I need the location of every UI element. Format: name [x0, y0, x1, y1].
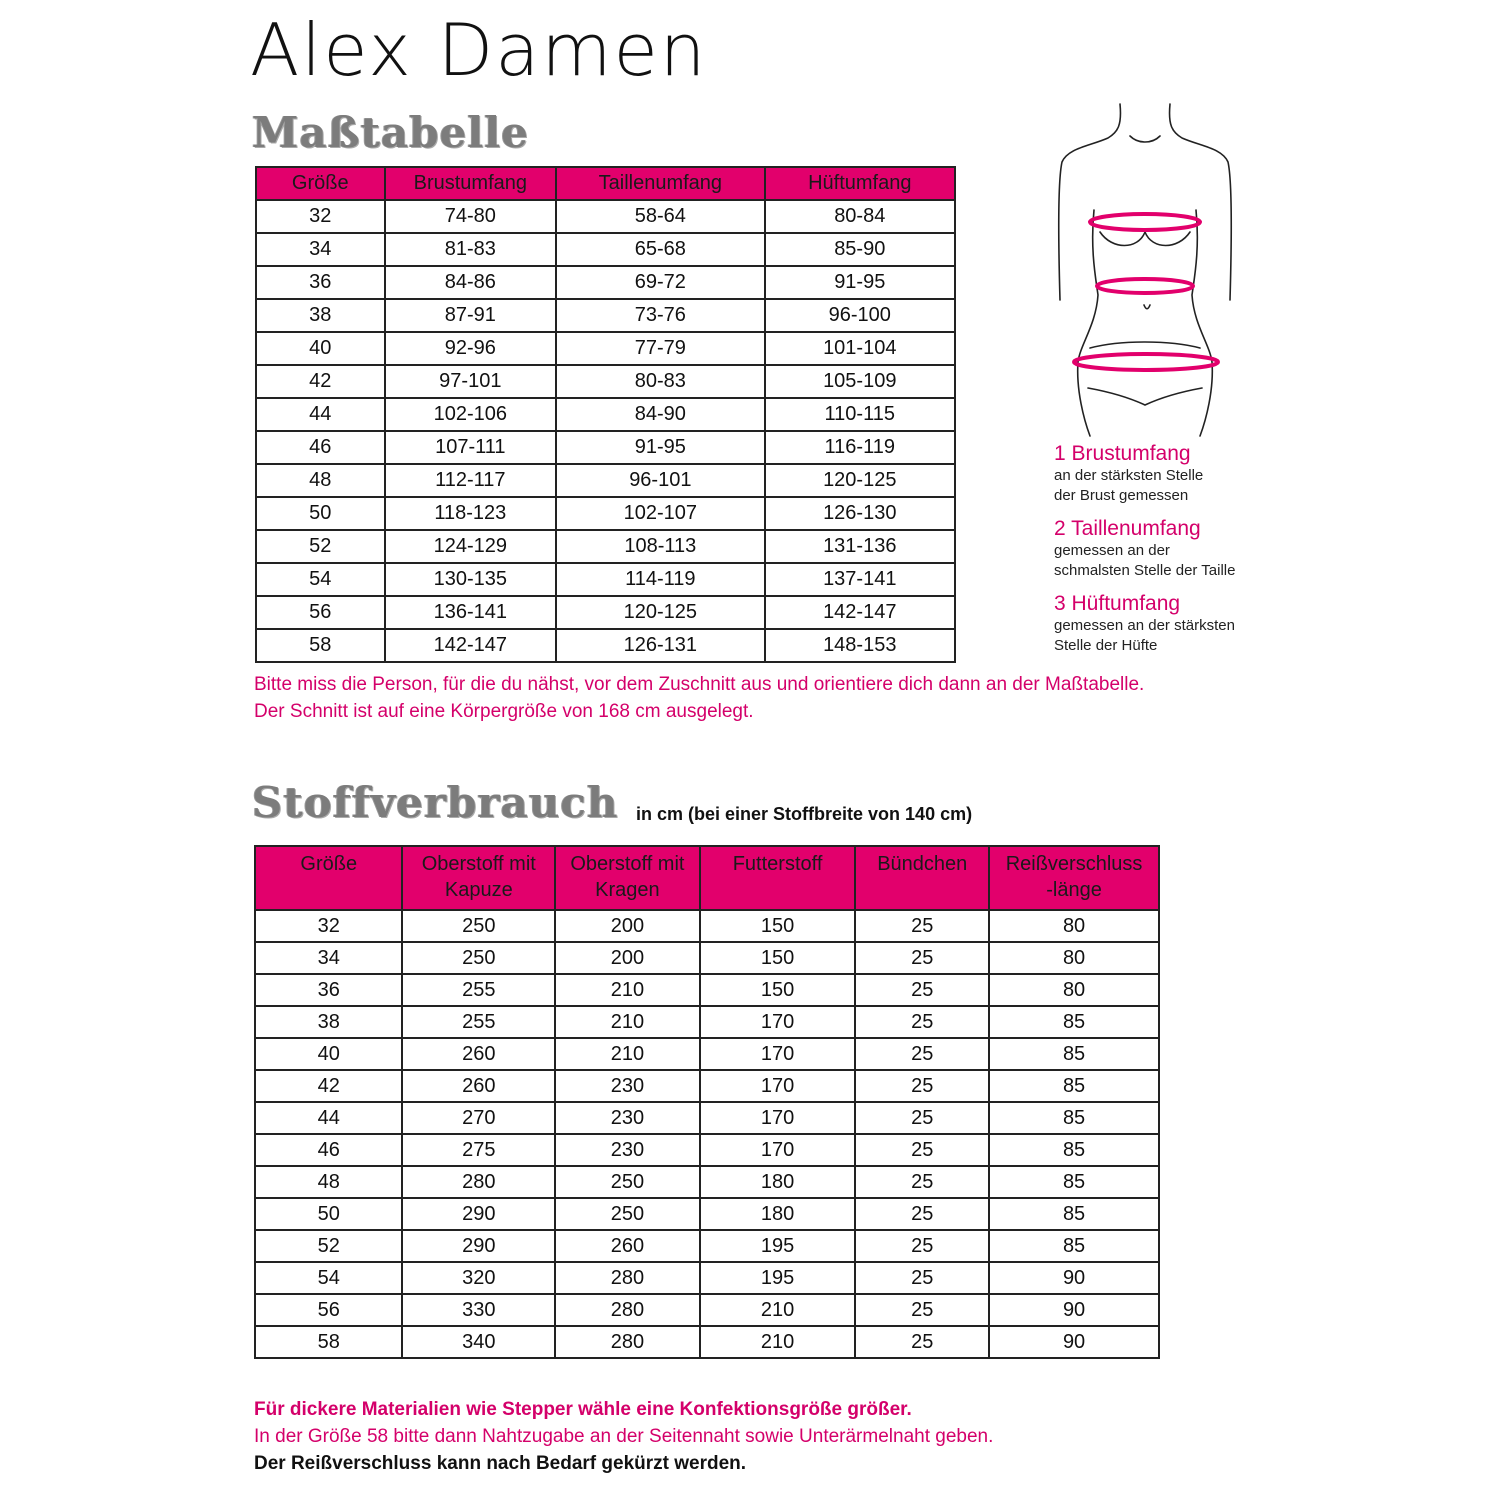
measure-note	[254, 671, 1144, 725]
table-row	[255, 1102, 1159, 1134]
table-cell: 25	[855, 1262, 989, 1294]
table-cell: 180	[700, 1198, 856, 1230]
table-cell: 110-115	[765, 398, 955, 431]
table-cell: 290	[402, 1230, 555, 1262]
table-cell: 84-86	[385, 266, 557, 299]
table-row	[255, 1006, 1159, 1038]
table-cell: 32	[256, 200, 385, 233]
table-cell: 85	[989, 1134, 1159, 1166]
table-cell: 90	[989, 1294, 1159, 1326]
left-torso-outline	[1078, 210, 1098, 436]
table-row	[256, 530, 955, 563]
fabric-col-header-line: Bündchen	[877, 853, 968, 875]
table-row	[256, 299, 955, 332]
table-cell: 38	[255, 1006, 402, 1038]
table-cell: 250	[402, 942, 555, 974]
legend-waist	[1054, 517, 1235, 581]
table-cell: 320	[402, 1262, 555, 1294]
fabric-col-header	[855, 846, 989, 910]
table-cell: 25	[855, 1102, 989, 1134]
table-cell: 56	[256, 596, 385, 629]
table-cell: 200	[555, 942, 700, 974]
table-cell: 25	[855, 1038, 989, 1070]
fabric-table	[254, 845, 1160, 1359]
table-cell: 96-100	[765, 299, 955, 332]
table-cell: 48	[256, 464, 385, 497]
mass-table-header-row	[256, 167, 955, 200]
table-cell: 50	[256, 497, 385, 530]
table-cell: 25	[855, 1198, 989, 1230]
table-cell: 280	[555, 1294, 700, 1326]
table-cell: 25	[855, 1326, 989, 1358]
table-cell: 250	[402, 910, 555, 942]
table-cell: 25	[855, 910, 989, 942]
table-cell: 50	[255, 1198, 402, 1230]
fabric-col-header-line: Oberstoff mit	[570, 853, 685, 875]
measure-note-line1: Bitte miss die Person, für die du nähst, vor dem Zuschnitt aus und orientiere dich dann an der Maßtabelle.	[254, 674, 1145, 695]
table-cell: 130-135	[385, 563, 557, 596]
table-cell: 170	[700, 1102, 856, 1134]
legend-waist-desc-2: schmalsten Stelle der Taille	[1054, 562, 1236, 579]
table-cell: 34	[256, 233, 385, 266]
table-cell: 195	[700, 1230, 856, 1262]
table-cell: 230	[555, 1102, 700, 1134]
table-cell: 150	[700, 974, 856, 1006]
table-cell: 25	[855, 1070, 989, 1102]
footer-note-2: In der Größe 58 bitte dann Nahtzugabe an der Seitennaht sowie Unterärmelnaht geben.	[254, 1426, 994, 1447]
table-cell: 69-72	[556, 266, 764, 299]
table-cell: 120-125	[765, 464, 955, 497]
table-cell: 150	[700, 910, 856, 942]
table-cell: 170	[700, 1038, 856, 1070]
table-cell: 44	[255, 1102, 402, 1134]
table-row	[256, 563, 955, 596]
table-row	[255, 942, 1159, 974]
table-cell: 52	[255, 1230, 402, 1262]
legend-waist-desc-1: gemessen an der	[1054, 542, 1170, 559]
table-cell: 84-90	[556, 398, 764, 431]
table-cell: 56	[255, 1294, 402, 1326]
fabric-table-header-row	[255, 846, 1159, 910]
measure-note-line2: Der Schnitt ist auf eine Körpergröße von 168 cm ausgelegt.	[254, 701, 754, 722]
table-cell: 142-147	[385, 629, 557, 662]
table-row	[255, 910, 1159, 942]
table-cell: 77-79	[556, 332, 764, 365]
table-cell: 260	[402, 1070, 555, 1102]
fabric-table-heading: Stoffverbrauch	[252, 778, 619, 827]
table-cell: 255	[402, 974, 555, 1006]
table-cell: 46	[255, 1134, 402, 1166]
table-cell: 131-136	[765, 530, 955, 563]
table-cell: 142-147	[765, 596, 955, 629]
table-cell: 136-141	[385, 596, 557, 629]
table-cell: 96-101	[556, 464, 764, 497]
table-cell: 210	[555, 1038, 700, 1070]
table-cell: 42	[255, 1070, 402, 1102]
fabric-col-header	[255, 846, 402, 910]
fabric-col-header	[700, 846, 856, 910]
table-row	[255, 1262, 1159, 1294]
right-shoulder-outline	[1170, 104, 1232, 300]
table-cell: 42	[256, 365, 385, 398]
table-cell: 116-119	[765, 431, 955, 464]
table-row	[255, 1294, 1159, 1326]
table-row	[255, 1326, 1159, 1358]
fabric-col-header-line: Größe	[300, 853, 358, 875]
table-cell: 102-106	[385, 398, 557, 431]
table-cell: 25	[855, 1006, 989, 1038]
mass-col-header: Hüftumfang	[765, 167, 955, 200]
table-cell: 85	[989, 1230, 1159, 1262]
fabric-col-header-line: Futterstoff	[732, 853, 823, 875]
table-cell: 107-111	[385, 431, 557, 464]
table-row	[255, 1198, 1159, 1230]
page-title: Alex Damen	[250, 8, 708, 92]
table-row	[256, 596, 955, 629]
table-cell: 58	[256, 629, 385, 662]
table-cell: 150	[700, 942, 856, 974]
table-cell: 101-104	[765, 332, 955, 365]
table-cell: 114-119	[556, 563, 764, 596]
mass-table	[255, 166, 956, 663]
table-cell: 280	[402, 1166, 555, 1198]
table-cell: 54	[256, 563, 385, 596]
table-cell: 38	[256, 299, 385, 332]
fabric-col-header-line: -länge	[1046, 879, 1102, 901]
table-cell: 124-129	[385, 530, 557, 563]
table-cell: 170	[700, 1070, 856, 1102]
table-row	[256, 365, 955, 398]
table-cell: 120-125	[556, 596, 764, 629]
fabric-col-header-line: Oberstoff mit	[421, 853, 536, 875]
table-cell: 52	[256, 530, 385, 563]
table-cell: 36	[255, 974, 402, 1006]
table-cell: 25	[855, 1230, 989, 1262]
table-cell: 210	[555, 1006, 700, 1038]
table-cell: 210	[555, 974, 700, 1006]
table-cell: 112-117	[385, 464, 557, 497]
table-cell: 85	[989, 1102, 1159, 1134]
table-row	[255, 1038, 1159, 1070]
table-cell: 97-101	[385, 365, 557, 398]
table-cell: 108-113	[556, 530, 764, 563]
table-row	[256, 464, 955, 497]
table-cell: 32	[255, 910, 402, 942]
table-cell: 80-84	[765, 200, 955, 233]
table-cell: 25	[855, 1134, 989, 1166]
table-cell: 290	[402, 1198, 555, 1230]
table-cell: 58	[255, 1326, 402, 1358]
table-cell: 91-95	[556, 431, 764, 464]
table-row	[256, 629, 955, 662]
bust-measure-band	[1090, 214, 1200, 230]
fabric-table-subnote: in cm (bei einer Stoffbreite von 140 cm)	[636, 804, 973, 824]
bust-line	[1100, 232, 1190, 246]
table-row	[256, 497, 955, 530]
table-cell: 85-90	[765, 233, 955, 266]
table-cell: 126-130	[765, 497, 955, 530]
collarbone-line	[1130, 136, 1160, 142]
table-cell: 210	[700, 1294, 856, 1326]
table-cell: 44	[256, 398, 385, 431]
table-cell: 118-123	[385, 497, 557, 530]
table-cell: 25	[855, 1166, 989, 1198]
fabric-col-header-line: Kapuze	[444, 879, 513, 901]
table-cell: 80	[989, 974, 1159, 1006]
table-cell: 148-153	[765, 629, 955, 662]
table-cell: 92-96	[385, 332, 557, 365]
table-cell: 25	[855, 1294, 989, 1326]
brief-line	[1088, 388, 1202, 405]
legend-bust-heading: 1 Brustumfang	[1054, 442, 1191, 465]
table-cell: 270	[402, 1102, 555, 1134]
table-cell: 250	[555, 1198, 700, 1230]
fabric-col-header	[402, 846, 555, 910]
mass-col-header: Brustumfang	[385, 167, 557, 200]
mass-table-heading: Maßtabelle	[252, 108, 529, 157]
table-row	[256, 233, 955, 266]
table-cell: 280	[555, 1262, 700, 1294]
table-cell: 46	[256, 431, 385, 464]
table-cell: 40	[255, 1038, 402, 1070]
table-cell: 74-80	[385, 200, 557, 233]
footer-note-1: Für dickere Materialien wie Stepper wähle eine Konfektionsgröße größer.	[254, 1399, 912, 1420]
table-row	[255, 1134, 1159, 1166]
fabric-col-header-line: Reißverschluss	[1005, 853, 1143, 875]
body-measurement-illustration	[1050, 100, 1240, 440]
mass-col-header: Größe	[256, 167, 385, 200]
legend-bust-desc-1: an der stärksten Stelle	[1054, 467, 1204, 484]
right-torso-outline	[1192, 210, 1212, 436]
navel	[1144, 305, 1150, 309]
legend-waist-heading: 2 Taillenumfang	[1054, 517, 1201, 540]
fabric-col-header-line: Kragen	[595, 879, 660, 901]
table-cell: 80	[989, 910, 1159, 942]
table-cell: 25	[855, 942, 989, 974]
table-cell: 48	[255, 1166, 402, 1198]
table-cell: 58-64	[556, 200, 764, 233]
hip-measure-band	[1074, 354, 1218, 370]
table-cell: 54	[255, 1262, 402, 1294]
footer-note-3: Der Reißverschluss kann nach Bedarf gekürzt werden.	[254, 1453, 747, 1474]
table-cell: 105-109	[765, 365, 955, 398]
table-cell: 230	[555, 1070, 700, 1102]
table-cell: 85	[989, 1006, 1159, 1038]
table-cell: 170	[700, 1134, 856, 1166]
table-row	[255, 974, 1159, 1006]
table-cell: 90	[989, 1262, 1159, 1294]
table-cell: 210	[700, 1326, 856, 1358]
table-cell: 137-141	[765, 563, 955, 596]
table-cell: 73-76	[556, 299, 764, 332]
waist-measure-band	[1097, 279, 1193, 293]
table-cell: 65-68	[556, 233, 764, 266]
table-cell: 80	[989, 942, 1159, 974]
fabric-col-header	[555, 846, 700, 910]
table-cell: 25	[855, 974, 989, 1006]
table-cell: 195	[700, 1262, 856, 1294]
hip-line	[1090, 342, 1200, 348]
legend-hip-heading: 3 Hüftumfang	[1054, 592, 1181, 615]
table-row	[256, 266, 955, 299]
table-cell: 255	[402, 1006, 555, 1038]
table-cell: 275	[402, 1134, 555, 1166]
table-cell: 180	[700, 1166, 856, 1198]
table-cell: 170	[700, 1006, 856, 1038]
legend-hip-desc-1: gemessen an der stärksten	[1054, 617, 1235, 634]
table-cell: 200	[555, 910, 700, 942]
table-row	[256, 431, 955, 464]
mass-col-header: Taillenumfang	[556, 167, 764, 200]
table-cell: 81-83	[385, 233, 557, 266]
table-cell: 230	[555, 1134, 700, 1166]
table-cell: 85	[989, 1038, 1159, 1070]
table-row	[256, 398, 955, 431]
table-row	[255, 1230, 1159, 1262]
table-cell: 36	[256, 266, 385, 299]
legend-hip-desc-2: Stelle der Hüfte	[1054, 637, 1158, 654]
table-cell: 87-91	[385, 299, 557, 332]
table-cell: 126-131	[556, 629, 764, 662]
table-cell: 250	[555, 1166, 700, 1198]
table-cell: 85	[989, 1070, 1159, 1102]
table-cell: 90	[989, 1326, 1159, 1358]
table-cell: 40	[256, 332, 385, 365]
fabric-col-header	[989, 846, 1159, 910]
table-cell: 280	[555, 1326, 700, 1358]
table-row	[256, 332, 955, 365]
table-cell: 340	[402, 1326, 555, 1358]
table-cell: 260	[555, 1230, 700, 1262]
table-cell: 34	[255, 942, 402, 974]
table-cell: 85	[989, 1166, 1159, 1198]
table-cell: 91-95	[765, 266, 955, 299]
table-row	[256, 200, 955, 233]
legend-bust	[1054, 442, 1203, 506]
table-cell: 85	[989, 1198, 1159, 1230]
table-row	[255, 1070, 1159, 1102]
table-cell: 260	[402, 1038, 555, 1070]
table-cell: 80-83	[556, 365, 764, 398]
legend-bust-desc-2: der Brust gemessen	[1054, 487, 1189, 504]
table-cell: 102-107	[556, 497, 764, 530]
legend-hip	[1054, 592, 1235, 656]
table-cell: 330	[402, 1294, 555, 1326]
left-shoulder-outline	[1059, 104, 1121, 300]
table-row	[255, 1166, 1159, 1198]
